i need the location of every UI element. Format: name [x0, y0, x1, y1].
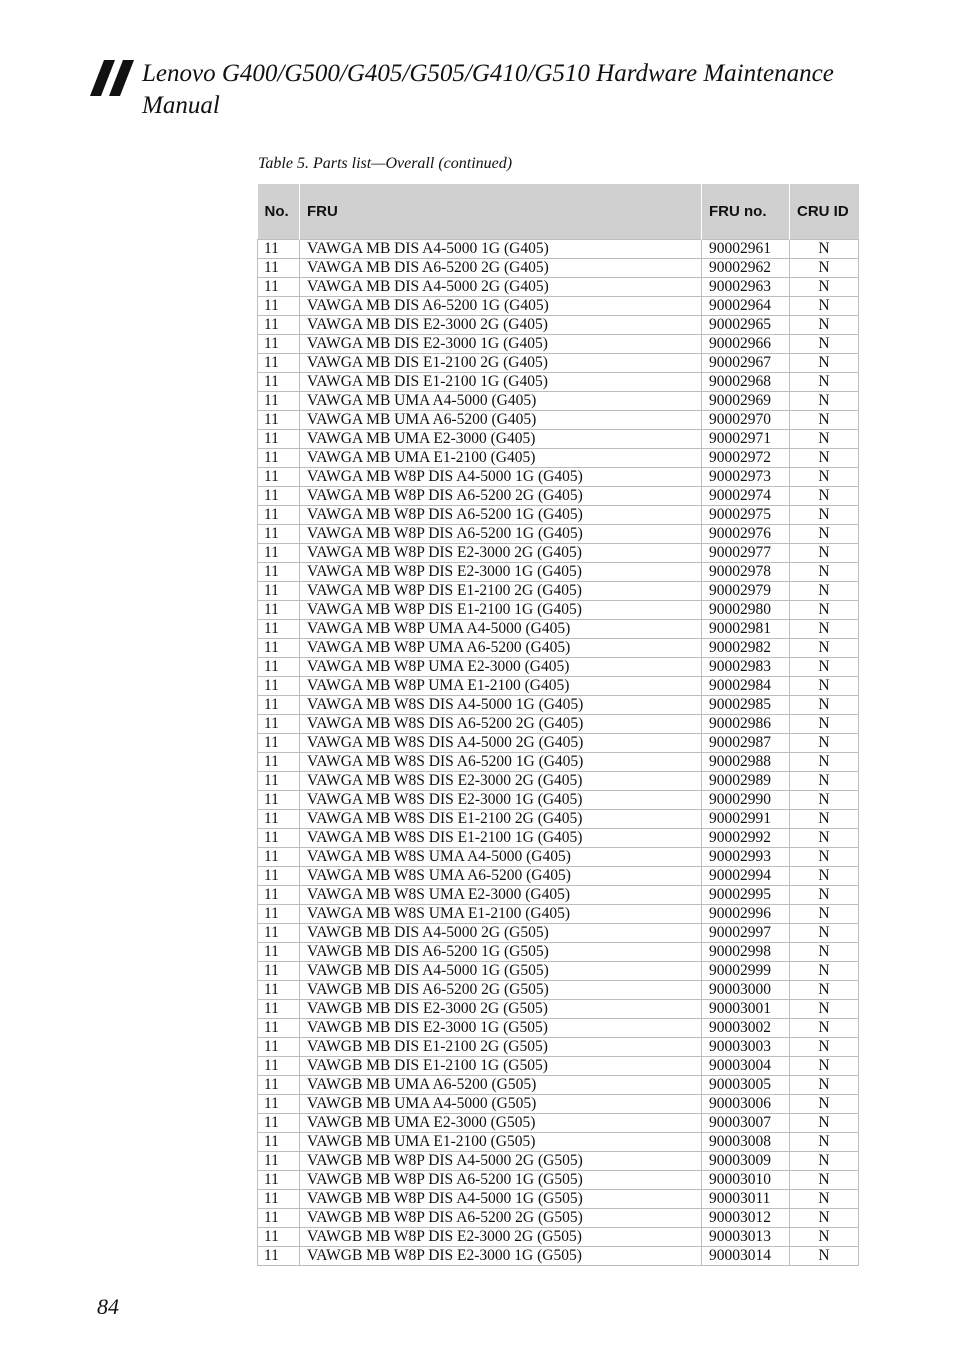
- table-row: [258, 430, 859, 449]
- table-row: [258, 791, 859, 810]
- table-row: [258, 1228, 859, 1247]
- table-row: [258, 468, 859, 487]
- cell-cru-id: N: [790, 1000, 859, 1019]
- cell-fru: VAWGA MB UMA E1-2100 (G405): [300, 449, 702, 468]
- table-row: [258, 335, 859, 354]
- cell-fru-no: 90003006: [702, 1095, 790, 1114]
- cell-no: 11: [258, 1133, 300, 1152]
- cell-cru-id: N: [790, 943, 859, 962]
- table-row: [258, 639, 859, 658]
- cell-fru: VAWGB MB DIS A4-5000 2G (G505): [300, 924, 702, 943]
- cell-no: 11: [258, 506, 300, 525]
- cell-fru-no: 90002961: [702, 240, 790, 259]
- cell-fru: VAWGB MB UMA E2-3000 (G505): [300, 1114, 702, 1133]
- cell-fru-no: 90002972: [702, 449, 790, 468]
- cell-cru-id: N: [790, 468, 859, 487]
- cell-cru-id: N: [790, 696, 859, 715]
- cell-fru-no: 90002990: [702, 791, 790, 810]
- cell-fru: VAWGA MB W8S DIS A4-5000 1G (G405): [300, 696, 702, 715]
- table-row: [258, 411, 859, 430]
- table-row: [258, 924, 859, 943]
- cell-fru-no: 90002993: [702, 848, 790, 867]
- table-row: [258, 240, 859, 259]
- cell-fru: VAWGA MB W8S DIS A6-5200 1G (G405): [300, 753, 702, 772]
- cell-cru-id: N: [790, 563, 859, 582]
- cell-no: 11: [258, 734, 300, 753]
- cell-fru-no: 90002996: [702, 905, 790, 924]
- table-row: [258, 487, 859, 506]
- table-row: [258, 962, 859, 981]
- cell-fru: VAWGA MB DIS E2-3000 1G (G405): [300, 335, 702, 354]
- table-caption: Table 5. Parts list—Overall (continued): [258, 155, 513, 172]
- table-row: [258, 563, 859, 582]
- cell-fru-no: 90002970: [702, 411, 790, 430]
- cell-fru-no: 90002979: [702, 582, 790, 601]
- cell-fru-no: 90003005: [702, 1076, 790, 1095]
- cell-cru-id: N: [790, 829, 859, 848]
- cell-no: 11: [258, 772, 300, 791]
- cell-cru-id: N: [790, 1190, 859, 1209]
- cell-fru-no: 90003008: [702, 1133, 790, 1152]
- cell-fru-no: 90002977: [702, 544, 790, 563]
- cell-no: 11: [258, 259, 300, 278]
- cell-fru: VAWGB MB DIS A4-5000 1G (G505): [300, 962, 702, 981]
- cell-fru: VAWGA MB W8P DIS A6-5200 2G (G405): [300, 487, 702, 506]
- cell-cru-id: N: [790, 905, 859, 924]
- cell-cru-id: N: [790, 924, 859, 943]
- table-row: [258, 582, 859, 601]
- cell-no: 11: [258, 411, 300, 430]
- cell-fru-no: 90002995: [702, 886, 790, 905]
- cell-fru-no: 90002982: [702, 639, 790, 658]
- cell-fru-no: 90002973: [702, 468, 790, 487]
- cell-fru: VAWGA MB DIS A6-5200 1G (G405): [300, 297, 702, 316]
- cell-fru-no: 90002962: [702, 259, 790, 278]
- cell-no: 11: [258, 791, 300, 810]
- cell-no: 11: [258, 354, 300, 373]
- table-row: [258, 1171, 859, 1190]
- cell-no: 11: [258, 392, 300, 411]
- cell-no: 11: [258, 1152, 300, 1171]
- cell-no: 11: [258, 582, 300, 601]
- cell-no: 11: [258, 487, 300, 506]
- cell-no: 11: [258, 563, 300, 582]
- cell-cru-id: N: [790, 658, 859, 677]
- cell-cru-id: N: [790, 1133, 859, 1152]
- column-header-fru-no: FRU no.: [702, 184, 790, 240]
- cell-fru: VAWGA MB W8S DIS E1-2100 2G (G405): [300, 810, 702, 829]
- cell-no: 11: [258, 886, 300, 905]
- cell-fru-no: 90002966: [702, 335, 790, 354]
- cell-no: 11: [258, 240, 300, 259]
- table-row: [258, 658, 859, 677]
- cell-no: 11: [258, 1095, 300, 1114]
- cell-fru: VAWGB MB DIS E2-3000 2G (G505): [300, 1000, 702, 1019]
- cell-cru-id: N: [790, 1152, 859, 1171]
- cell-fru: VAWGB MB DIS E1-2100 1G (G505): [300, 1057, 702, 1076]
- cell-fru-no: 90003003: [702, 1038, 790, 1057]
- cell-no: 11: [258, 867, 300, 886]
- cell-no: 11: [258, 943, 300, 962]
- cell-no: 11: [258, 829, 300, 848]
- cell-cru-id: N: [790, 791, 859, 810]
- table-row: [258, 354, 859, 373]
- table-row: [258, 943, 859, 962]
- cell-cru-id: N: [790, 430, 859, 449]
- cell-cru-id: N: [790, 639, 859, 658]
- cell-fru: VAWGA MB DIS E2-3000 2G (G405): [300, 316, 702, 335]
- cell-cru-id: N: [790, 354, 859, 373]
- cell-fru-no: 90002981: [702, 620, 790, 639]
- cell-no: 11: [258, 544, 300, 563]
- cell-fru: VAWGA MB DIS A4-5000 1G (G405): [300, 240, 702, 259]
- cell-fru: VAWGA MB DIS E1-2100 2G (G405): [300, 354, 702, 373]
- table-row: [258, 278, 859, 297]
- cell-fru: VAWGA MB W8S DIS A4-5000 2G (G405): [300, 734, 702, 753]
- cell-no: 11: [258, 468, 300, 487]
- table-row: [258, 1209, 859, 1228]
- cell-fru: VAWGA MB W8P UMA A4-5000 (G405): [300, 620, 702, 639]
- cell-cru-id: N: [790, 297, 859, 316]
- cell-fru-no: 90002985: [702, 696, 790, 715]
- cell-fru-no: 90002965: [702, 316, 790, 335]
- cell-fru: VAWGA MB UMA A4-5000 (G405): [300, 392, 702, 411]
- cell-no: 11: [258, 278, 300, 297]
- cell-fru-no: 90003000: [702, 981, 790, 1000]
- cell-cru-id: N: [790, 1209, 859, 1228]
- table-row: [258, 392, 859, 411]
- cell-fru: VAWGA MB W8S DIS E1-2100 1G (G405): [300, 829, 702, 848]
- cell-fru-no: 90002980: [702, 601, 790, 620]
- cell-fru: VAWGA MB W8S DIS E2-3000 2G (G405): [300, 772, 702, 791]
- table-body: [258, 240, 859, 1266]
- cell-fru: VAWGB MB W8P DIS E2-3000 1G (G505): [300, 1247, 702, 1266]
- table-row: [258, 829, 859, 848]
- cell-fru: VAWGA MB DIS A6-5200 2G (G405): [300, 259, 702, 278]
- table-row: [258, 1114, 859, 1133]
- double-slash-icon: [90, 60, 136, 96]
- cell-cru-id: N: [790, 734, 859, 753]
- cell-no: 11: [258, 373, 300, 392]
- cell-cru-id: N: [790, 1076, 859, 1095]
- cell-no: 11: [258, 1000, 300, 1019]
- cell-no: 11: [258, 658, 300, 677]
- table-row: [258, 1190, 859, 1209]
- table-row: [258, 753, 859, 772]
- cell-fru: VAWGA MB W8P UMA E2-3000 (G405): [300, 658, 702, 677]
- table-row: [258, 316, 859, 335]
- table-row: [258, 297, 859, 316]
- table-row: [258, 1019, 859, 1038]
- cell-cru-id: N: [790, 335, 859, 354]
- cell-fru: VAWGB MB W8P DIS A4-5000 1G (G505): [300, 1190, 702, 1209]
- cell-fru-no: 90002967: [702, 354, 790, 373]
- cell-no: 11: [258, 525, 300, 544]
- column-header-fru: FRU: [300, 184, 702, 240]
- cell-fru: VAWGA MB UMA E2-3000 (G405): [300, 430, 702, 449]
- cell-fru-no: 90002986: [702, 715, 790, 734]
- cell-cru-id: N: [790, 886, 859, 905]
- parts-list-table: [257, 184, 859, 1266]
- cell-fru-no: 90002987: [702, 734, 790, 753]
- cell-fru: VAWGA MB W8S DIS A6-5200 2G (G405): [300, 715, 702, 734]
- cell-fru-no: 90002976: [702, 525, 790, 544]
- cell-fru: VAWGB MB W8P DIS A6-5200 1G (G505): [300, 1171, 702, 1190]
- cell-cru-id: N: [790, 981, 859, 1000]
- cell-fru: VAWGA MB W8P UMA E1-2100 (G405): [300, 677, 702, 696]
- cell-fru: VAWGA MB W8S UMA E2-3000 (G405): [300, 886, 702, 905]
- cell-no: 11: [258, 1190, 300, 1209]
- cell-cru-id: N: [790, 772, 859, 791]
- cell-no: 11: [258, 620, 300, 639]
- cell-fru-no: 90003002: [702, 1019, 790, 1038]
- table-row: [258, 1152, 859, 1171]
- cell-cru-id: N: [790, 506, 859, 525]
- cell-cru-id: N: [790, 316, 859, 335]
- cell-fru-no: 90002969: [702, 392, 790, 411]
- cell-fru-no: 90003013: [702, 1228, 790, 1247]
- table-row: [258, 373, 859, 392]
- table-row: [258, 905, 859, 924]
- cell-cru-id: N: [790, 810, 859, 829]
- cell-fru-no: 90002998: [702, 943, 790, 962]
- table-row: [258, 810, 859, 829]
- cell-fru: VAWGA MB W8S UMA A6-5200 (G405): [300, 867, 702, 886]
- cell-fru-no: 90002975: [702, 506, 790, 525]
- cell-no: 11: [258, 639, 300, 658]
- table-row: [258, 1057, 859, 1076]
- cell-cru-id: N: [790, 1247, 859, 1266]
- table-row: [258, 601, 859, 620]
- cell-fru: VAWGA MB DIS A4-5000 2G (G405): [300, 278, 702, 297]
- table-row: [258, 544, 859, 563]
- cell-no: 11: [258, 1038, 300, 1057]
- table-row: [258, 1038, 859, 1057]
- cell-fru: VAWGB MB W8P DIS E2-3000 2G (G505): [300, 1228, 702, 1247]
- cell-fru: VAWGA MB W8P DIS A6-5200 1G (G405): [300, 525, 702, 544]
- cell-no: 11: [258, 924, 300, 943]
- cell-no: 11: [258, 1228, 300, 1247]
- cell-cru-id: N: [790, 392, 859, 411]
- cell-no: 11: [258, 715, 300, 734]
- cell-cru-id: N: [790, 1114, 859, 1133]
- cell-cru-id: N: [790, 525, 859, 544]
- table-row: [258, 449, 859, 468]
- table-row: [258, 1000, 859, 1019]
- cell-fru: VAWGA MB W8P UMA A6-5200 (G405): [300, 639, 702, 658]
- table-row: [258, 772, 859, 791]
- cell-fru-no: 90002968: [702, 373, 790, 392]
- table-row: [258, 1095, 859, 1114]
- cell-fru-no: 90003007: [702, 1114, 790, 1133]
- table-row: [258, 620, 859, 639]
- table-row: [258, 525, 859, 544]
- cell-cru-id: N: [790, 240, 859, 259]
- cell-fru-no: 90003014: [702, 1247, 790, 1266]
- cell-fru: VAWGB MB W8P DIS A6-5200 2G (G505): [300, 1209, 702, 1228]
- cell-cru-id: N: [790, 449, 859, 468]
- cell-fru-no: 90003010: [702, 1171, 790, 1190]
- cell-fru-no: 90002988: [702, 753, 790, 772]
- cell-no: 11: [258, 1247, 300, 1266]
- cell-fru-no: 90003012: [702, 1209, 790, 1228]
- table-row: [258, 886, 859, 905]
- cell-cru-id: N: [790, 278, 859, 297]
- cell-cru-id: N: [790, 582, 859, 601]
- table-row: [258, 981, 859, 1000]
- cell-fru-no: 90002974: [702, 487, 790, 506]
- table-row: [258, 677, 859, 696]
- cell-fru: VAWGA MB W8P DIS E1-2100 1G (G405): [300, 601, 702, 620]
- cell-fru: VAWGA MB W8S UMA E1-2100 (G405): [300, 905, 702, 924]
- column-header-no: No.: [258, 184, 300, 240]
- cell-fru-no: 90002971: [702, 430, 790, 449]
- cell-no: 11: [258, 316, 300, 335]
- cell-fru: VAWGA MB W8P DIS A4-5000 1G (G405): [300, 468, 702, 487]
- cell-no: 11: [258, 601, 300, 620]
- cell-fru: VAWGA MB DIS E1-2100 1G (G405): [300, 373, 702, 392]
- cell-fru-no: 90002999: [702, 962, 790, 981]
- cell-no: 11: [258, 848, 300, 867]
- cell-cru-id: N: [790, 411, 859, 430]
- table-row: [258, 506, 859, 525]
- cell-cru-id: N: [790, 1171, 859, 1190]
- cell-no: 11: [258, 696, 300, 715]
- cell-no: 11: [258, 962, 300, 981]
- cell-fru-no: 90002994: [702, 867, 790, 886]
- cell-no: 11: [258, 753, 300, 772]
- cell-no: 11: [258, 1057, 300, 1076]
- cell-fru: VAWGB MB DIS E2-3000 1G (G505): [300, 1019, 702, 1038]
- cell-fru: VAWGA MB W8P DIS E1-2100 2G (G405): [300, 582, 702, 601]
- cell-fru-no: 90002991: [702, 810, 790, 829]
- cell-cru-id: N: [790, 677, 859, 696]
- cell-fru-no: 90002978: [702, 563, 790, 582]
- cell-cru-id: N: [790, 1019, 859, 1038]
- cell-fru: VAWGB MB DIS A6-5200 2G (G505): [300, 981, 702, 1000]
- cell-fru: VAWGA MB W8P DIS E2-3000 2G (G405): [300, 544, 702, 563]
- cell-fru: VAWGB MB UMA A4-5000 (G505): [300, 1095, 702, 1114]
- cell-no: 11: [258, 297, 300, 316]
- document-title: Lenovo G400/G500/G405/G505/G410/G510 Hardware Maintenance Manual: [142, 60, 834, 119]
- cell-no: 11: [258, 430, 300, 449]
- table-row: [258, 1076, 859, 1095]
- table-header-row: [258, 184, 859, 240]
- cell-cru-id: N: [790, 601, 859, 620]
- cell-no: 11: [258, 1019, 300, 1038]
- table-row: [258, 696, 859, 715]
- cell-cru-id: N: [790, 1228, 859, 1247]
- cell-fru-no: 90003011: [702, 1190, 790, 1209]
- cell-fru: VAWGA MB W8P DIS A6-5200 1G (G405): [300, 506, 702, 525]
- table-row: [258, 1133, 859, 1152]
- cell-cru-id: N: [790, 373, 859, 392]
- cell-fru-no: 90003004: [702, 1057, 790, 1076]
- cell-fru-no: 90003009: [702, 1152, 790, 1171]
- cell-fru: VAWGA MB W8S DIS E2-3000 1G (G405): [300, 791, 702, 810]
- table-row: [258, 715, 859, 734]
- table-row: [258, 259, 859, 278]
- cell-no: 11: [258, 981, 300, 1000]
- table-row: [258, 848, 859, 867]
- table-row: [258, 1247, 859, 1266]
- cell-fru: VAWGA MB W8S UMA A4-5000 (G405): [300, 848, 702, 867]
- cell-cru-id: N: [790, 753, 859, 772]
- cell-no: 11: [258, 810, 300, 829]
- column-header-cru-id: CRU ID: [790, 184, 859, 240]
- cell-cru-id: N: [790, 259, 859, 278]
- page-number: 84: [97, 1294, 119, 1319]
- cell-fru: VAWGB MB UMA E1-2100 (G505): [300, 1133, 702, 1152]
- cell-fru: VAWGB MB W8P DIS A4-5000 2G (G505): [300, 1152, 702, 1171]
- cell-cru-id: N: [790, 487, 859, 506]
- cell-fru-no: 90002989: [702, 772, 790, 791]
- cell-fru-no: 90002964: [702, 297, 790, 316]
- cell-no: 11: [258, 1171, 300, 1190]
- cell-fru-no: 90002963: [702, 278, 790, 297]
- cell-fru: VAWGB MB DIS A6-5200 1G (G505): [300, 943, 702, 962]
- cell-cru-id: N: [790, 544, 859, 563]
- cell-fru-no: 90002997: [702, 924, 790, 943]
- cell-cru-id: N: [790, 620, 859, 639]
- table-row: [258, 734, 859, 753]
- cell-no: 11: [258, 677, 300, 696]
- cell-no: 11: [258, 449, 300, 468]
- cell-no: 11: [258, 1076, 300, 1095]
- cell-no: 11: [258, 1114, 300, 1133]
- cell-cru-id: N: [790, 1095, 859, 1114]
- cell-cru-id: N: [790, 867, 859, 886]
- cell-fru-no: 90002983: [702, 658, 790, 677]
- cell-fru-no: 90002984: [702, 677, 790, 696]
- cell-cru-id: N: [790, 1057, 859, 1076]
- cell-cru-id: N: [790, 848, 859, 867]
- cell-no: 11: [258, 335, 300, 354]
- cell-no: 11: [258, 1209, 300, 1228]
- cell-fru-no: 90002992: [702, 829, 790, 848]
- cell-cru-id: N: [790, 962, 859, 981]
- cell-cru-id: N: [790, 1038, 859, 1057]
- cell-fru: VAWGB MB UMA A6-5200 (G505): [300, 1076, 702, 1095]
- cell-fru-no: 90003001: [702, 1000, 790, 1019]
- cell-fru: VAWGA MB W8P DIS E2-3000 1G (G405): [300, 563, 702, 582]
- table-row: [258, 867, 859, 886]
- cell-cru-id: N: [790, 715, 859, 734]
- cell-no: 11: [258, 905, 300, 924]
- cell-fru: VAWGA MB UMA A6-5200 (G405): [300, 411, 702, 430]
- cell-fru: VAWGB MB DIS E1-2100 2G (G505): [300, 1038, 702, 1057]
